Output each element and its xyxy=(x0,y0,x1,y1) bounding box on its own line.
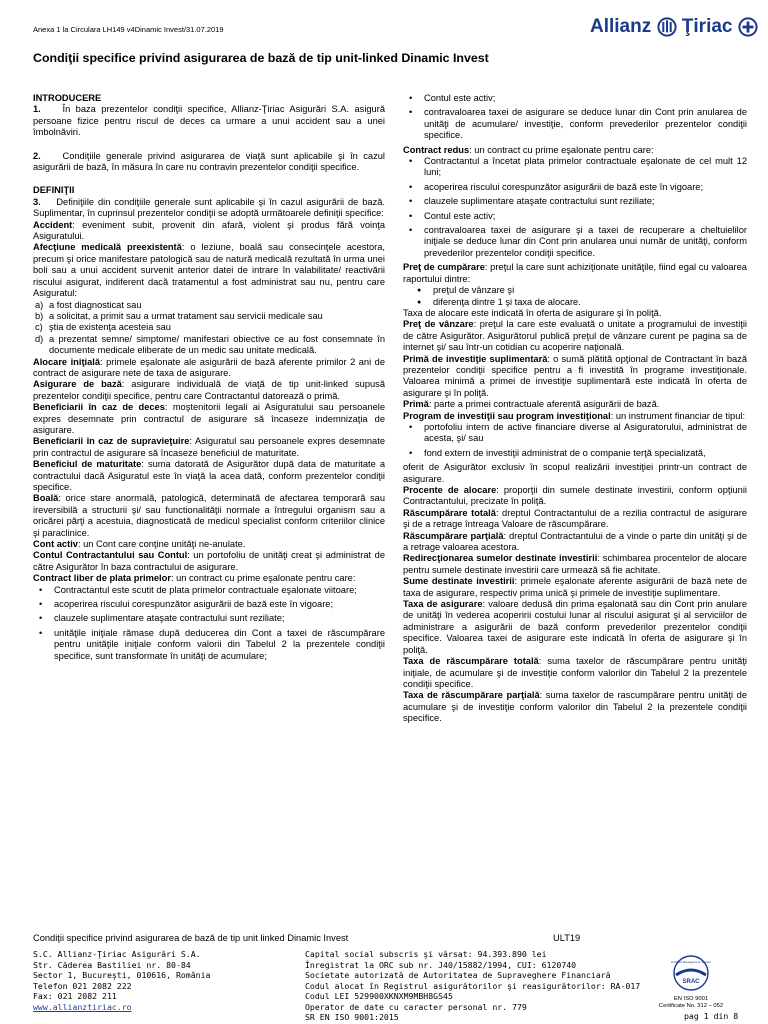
definition-prima-investitie: Primă de investiţie suplimentară: o sumă plătită opţional de Contractant în bază prezentelor condiţii specifice pentru a fi investită în programe investiţionale. Valoarea minimă a primei de investiţie suplimentară este indicată în oferta de asigurare şi în poliţă. xyxy=(403,353,747,398)
brand-name: Allianz xyxy=(590,16,652,37)
definition-accident: Accident: eveniment subit, provenit din afară, violent şi produs fără voinţa Asiguratului. xyxy=(33,219,385,242)
list-item: • unităţile iniţiale rămase după deducerea din Cont a taxei de răscumpărare pentru unităţile iniţiale conform valorii din Tabelul 2 la prezentele condiţii specifice, sunt transformate în unităţi de acumulare; xyxy=(54,628,385,662)
definition-afectiune: Afecţiune medicală preexistentă: o leziune, boală sau consecinţele acestora, precum şi orice manifestare patologică sau de natură medicală rezultată în urma unei boli sau a unui accident survenit anterior datei de intrare în valabilitate/ reactivării riscului asigurat, indiferent dacă tratamentul a fost administrat sau nu, pentru care Asiguratul: xyxy=(33,242,385,299)
right-column xyxy=(403,93,747,725)
footer-legal-info xyxy=(305,949,640,1023)
footer-company-info xyxy=(33,949,210,1012)
certification-badge xyxy=(650,953,732,1010)
footer-line: S.C. Allianz-Ţiriac Asigurări S.A. xyxy=(33,949,201,959)
cert-brand: SRAC xyxy=(682,979,700,985)
contract-liber-list-continued xyxy=(403,93,747,142)
definition-sume-destinate: Sume destinate investirii: primele eşalonate aferente asigurării de bază nete de taxa de asigurare, respectiv prima unică şi primele de investiţie suplimentare. xyxy=(403,576,747,598)
definition-cont-activ: Cont activ: un Cont care conţine unităţi ne-anulate. xyxy=(33,539,246,550)
footer-line: Societate autorizată de Autoritatea de Supraveghere Financiară xyxy=(305,970,611,980)
clause-2: 2. Condiţiile generale privind asigurarea de viaţă sunt aplicabile şi în cazul asigurării de bază, în măsura în care nu contravin prezentelor condiţii specifice. xyxy=(33,150,385,173)
definition-redirectionare: Redirecţionarea sumelor destinate investirii: schimbarea procentelor de alocare pentru sumele destinate investirii care urmează să fie achitate. xyxy=(403,553,747,575)
footer-line: SR EN ISO 9001:2015 xyxy=(305,1012,399,1022)
list-item: d) a prezentat semne/ simptome/ manifestari obiective ce au fost consemnate în documente medicale eliberate de un medic sau unitate medicală. xyxy=(35,333,385,356)
brand-name-2: Ţiriac xyxy=(681,16,733,37)
page-number: pag 1 din 8 xyxy=(684,1011,739,1021)
list-item: ● preţul de vânzare şi xyxy=(433,285,747,296)
definition-asigurare-baza: Asigurare de bază: asigurare individuală de viaţă de tip unit-linked supusă prezentelor condiţii specifice, pentru care Contractantul datorează o primă. xyxy=(33,379,385,401)
srac-certification-icon xyxy=(663,953,719,993)
left-column xyxy=(33,93,385,665)
definition-procente-alocare: Procente de alocare: proporţii din sumele destinate investirii, conform opţiunii Contractantului, precizate în poliţă. xyxy=(403,485,747,507)
website-link[interactable]: www.allianztiriac.ro xyxy=(33,1001,132,1012)
allianz-eagle-icon xyxy=(657,17,677,37)
footer-line: Fax: 021 2082 211 xyxy=(33,991,117,1001)
cert-number: Certificate No. 312 – 052 xyxy=(658,1003,724,1009)
definition-contract-redus: Contract redus: un contract cu prime eşalonate pentru care: xyxy=(403,144,654,155)
footer-line: Codul LEI 529900XKNXM9MBH8GS45 xyxy=(305,991,453,1001)
list-item: • fond extern de investiţii administrat de o companie terţă specializată, xyxy=(424,448,747,459)
list-item: • contravaloarea taxei de asigurare se deduce lunar din Cont prin anularea de unităţi de acumulare/ investiţie, conform prevederilor prezentelor condiţii specifice. xyxy=(424,107,747,141)
list-item: • clauzele suplimentare ataşate contractului sunt reziliate; xyxy=(424,196,747,207)
list-item: • Contractantul este scutit de plata primelor contractuale eşalonate viitoare; xyxy=(54,585,385,596)
definition-program-investitii: Program de investiţii sau program investiţional: un instrument financiar de tipul: xyxy=(403,410,746,421)
list-item: • portofoliu intern de active financiare diverse al Asiguratorului, administrat de acesta, şi/ sau xyxy=(424,422,747,445)
program-investitii-note: oferit de Asigurător exclusiv în scopul realizării investiţiei printr-un contract de asigurare. xyxy=(403,462,747,484)
definition-beneficiari-supravietuire: Beneficiarii în caz de supravieţuire: Asiguratul sau persoanele expres desemnate prin contractul de asigurare să încaseze beneficiul de maturitate. xyxy=(33,436,385,458)
definition-pret-cumparare: Preţ de cumpărare: preţul la care sunt achiziţionate unităţile, fiind egal cu valoarea raportului dintre: xyxy=(403,262,747,284)
footer-line: Sector 1, Bucureşti, 010616, România xyxy=(33,970,211,980)
definition-boala: Boală: orice stare anormală, patologică, determinată de afectarea temporară sau ireversibilă a structurii şi/ sau functionalităţii normale a întregului organism sau a oricărei părţi a acestuia, diagnosticată de medicul specialist conform criteriilor clinice şi paraclinice. xyxy=(33,493,385,538)
definition-prima: Primă: parte a primei contractuale aferentă asigurării de bază. xyxy=(403,399,660,410)
list-item: a) a fost diagnosticat sau xyxy=(35,299,142,310)
definition-rascumparare-totala: Răscumpărare totală: dreptul Contractantului de a rezilia contractul de asigurare şi de a retrage întreaga Valoare de răscumpărare. xyxy=(403,507,747,530)
clause-3: 3. Definiţiile din condiţiile generale sunt aplicabile şi în cazul asigurării de bază. Suplimentar, în cuprinsul prezentelor condiţii se adoptă următoarele definiţii specifice: xyxy=(33,196,385,219)
cert-iso: EN ISO 9001 xyxy=(673,996,709,1002)
definition-beneficiari-deces: Beneficiarii în caz de deces: moştenitorii legali ai Asiguratului sau persoanele expres desemnate prin contractul de asigurare să încaseze indemnizaţia de asigurare. xyxy=(33,402,385,435)
footer-title: Condiţii specifice privind asigurarea de bază de tip unit linked Dinamic Invest xyxy=(33,933,349,943)
list-item: • acoperirea riscului corespunzător asigurării de bază este în vigoare; xyxy=(54,599,385,610)
footer-line: Str. Căderea Bastiliei nr. 80-84 xyxy=(33,959,191,970)
contract-liber-list xyxy=(33,585,385,662)
footer-line: Înregistrat la ORC sub nr. J40/15882/1994, CUI: 6120740 xyxy=(305,959,577,970)
document-title: Condiţii specifice privind asigurarea de bază de tip unit-linked Dinamic Invest xyxy=(33,51,489,65)
clause-1: 1. În baza prezentelor condiţii specifice, Allianz-Ţiriac Asigurări S.A. asigură persoane fizice pentru riscul de deces ca urmare a unui accident sau a unei îmbolnăviri. xyxy=(33,104,385,138)
list-item: • Contul este activ; xyxy=(424,93,747,104)
footer-line: Codul alocat în Registrul asigurătorilor şi reasigurătorilor: RA-017 xyxy=(305,980,641,991)
definition-rascumparare-partiala: Răscumpărare parţială: dreptul Contractantului de a vinde o parte din unităţi şi de a retrage valoarea acestora. xyxy=(403,530,747,553)
pret-cumparare-list xyxy=(403,285,747,308)
brand-logo xyxy=(590,16,758,38)
list-item: • Contul este activ; xyxy=(424,211,747,222)
program-investitii-list xyxy=(403,422,747,459)
list-item: • contravaloarea taxei de asigurare şi a taxei de recuperare a cheltuielilor iniţiale se deduce lunar din Cont prin anularea unui număr de unităţi, conform prevederilor prezentelor condiţii specifice. xyxy=(424,225,747,259)
list-item: b) a solicitat, a primit sau a urmat tratament sau servicii medicale sau xyxy=(35,310,323,321)
definition-alocare: Alocare iniţială: primele eşalonate ale asigurării de bază aferente primilor 2 ani de contract de asigurare nete de taxa de asigurare. xyxy=(33,356,385,378)
definition-beneficiul-maturitate: Beneficiul de maturitate: suma datorată de Asigurător după data de maturitate a contractului dacă Asiguratul este în viaţă la acea dată, conform prezentelor condiţii specifice. xyxy=(33,459,385,492)
list-item: ● diferenţa dintre 1 şi taxa de alocare. xyxy=(433,297,747,308)
list-item: c) ştia de existenţa acesteia sau xyxy=(35,322,171,333)
definition-cont-contractant: Contul Contractantului sau Contul: un portofoliu de unităţi creat şi administrat de către Asigurător în baza contractului de asigurare. xyxy=(33,550,385,572)
footer-code: ULT19 xyxy=(553,933,581,943)
footer-line: Capital social subscris şi vărsat: 94.393.890 lei xyxy=(305,949,547,959)
document-reference: Anexa 1 la Circulara LH149 v4Dinamic Invest/31.07.2019 xyxy=(33,25,224,34)
cert-top: Certified Management System xyxy=(670,960,712,964)
definition-taxa-rascumparare-totala: Taxa de răscumpărare totală: suma taxelor de răscumpărare pentru unităţi iniţiale, de acumulare şi de investiţie conform valorilor din Tabelul 2 la prezentele condiţii specifice. xyxy=(403,656,747,689)
list-item: • acoperirea riscului corespunzător asigurării de bază este în vigoare; xyxy=(424,182,747,193)
contract-redus-list xyxy=(403,156,747,259)
footer-line: Operator de date cu caracter personal nr. 779 xyxy=(305,1001,527,1012)
definition-contract-liber: Contract liber de plata primelor: un contract cu prime eşalonate pentru care: xyxy=(33,573,356,584)
cross-icon xyxy=(738,17,758,37)
footer-line: Telefon 021 2082 222 xyxy=(33,980,132,991)
definition-pret-vanzare: Preţ de vânzare: preţul la care este evaluată o unitate a programului de investiţii de către Asigurător. Asigurătorul publică preţul de vânzare curent pe pagina sa de internet şi/ sau într-un cotidian cu acoperire naţională. xyxy=(403,319,747,353)
list-item: • Contractantul a încetat plata primelor contractuale eşalonate de cel mult 12 luni; xyxy=(424,156,747,179)
section-heading-introducere: INTRODUCERE xyxy=(33,93,102,103)
afectiune-list xyxy=(33,300,385,357)
pret-cumparare-note: Taxa de alocare este indicată în oferta de asigurare şi în poliţă. xyxy=(403,307,662,318)
definition-taxa-rascumparare-partiala: Taxa de răscumpărare parţială: suma taxelor de rascumpărare pentru unităţi de acumulare şi de investiţie conform valorilor din Tabelul 2 la prezentele condiţii specifice. xyxy=(403,690,747,724)
section-heading-definitii: DEFINIŢII xyxy=(33,185,75,196)
definition-taxa-asigurare: Taxa de asigurare: valoare dedusă din prima eşalonată sau din Cont prin anulare de unităţi în vederea acoperirii costului lunar al riscului asigurat şi al serviciilor de administrare a asigurării de bază conform prevederilor prezentelor condiţii specifice. Valoarea taxei de asigurare este indicată în oferta de asigurare şi în poliţă. xyxy=(403,599,748,655)
list-item: • clauzele suplimentare ataşate contractului sunt reziliate; xyxy=(54,613,385,624)
